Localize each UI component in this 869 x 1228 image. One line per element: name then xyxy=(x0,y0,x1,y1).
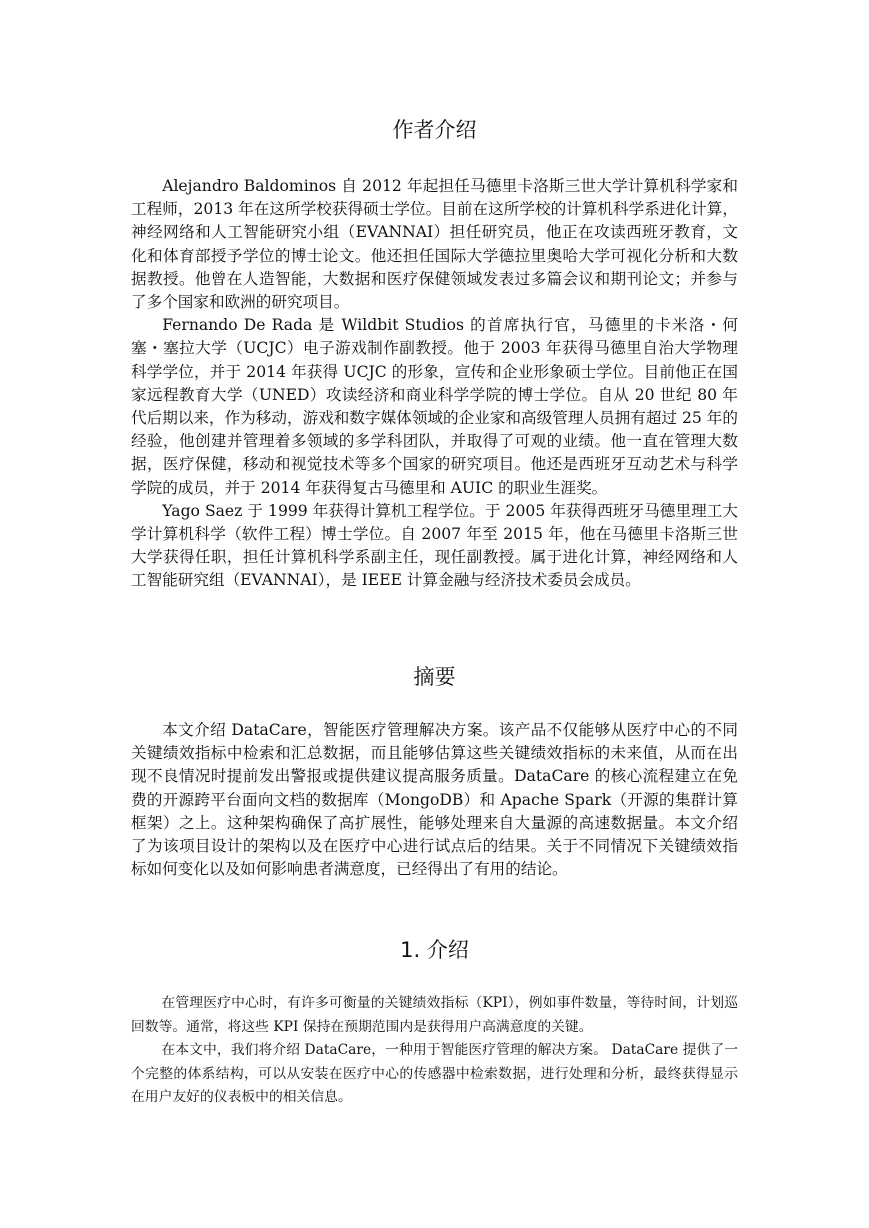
intro-paragraph-kpi: 在管理医疗中心时，有许多可衡量的关键绩效指标（KPI），例如事件数量，等待时间，计划巡回数等。通常，将这些 KPI 保持在预期范围内是获得用户高满意度的关键。 xyxy=(131,995,738,1035)
author-paragraph-baldominos: Alejandro Baldominos 自 2012 年起担任马德里卡洛斯三世大学计算机科学家和工程师，2013 年在这所学校获得硕士学位。目前在这所学校的计算机科学系进化计算，神经网络和人工智能研究小组（EVANNAI）担任研究员，他正在攻读西班牙教育，文化和体育部授予学位的博士论文。他还担任国际大学德拉里奥哈大学可视化分析和大数据教授。他曾在人造智能，大数据和医疗保健领域发表过多篇会议和期刊论文；并参与了多个国家和欧洲的研究项目。 xyxy=(131,177,738,312)
intro-paragraph-datacare: 在本文中，我们将介绍 DataCare，一种用于智能医疗管理的解决方案。 DataCare 提供了一个完整的体系结构，可以从安装在医疗中心的传感器中检索数据，进行处理和分析，最终获得显示在用户友好的仪表板中的相关信息。 xyxy=(131,1042,738,1106)
author-section-body xyxy=(131,175,738,593)
abstract-section-title: 摘要 xyxy=(413,665,456,689)
intro-section-body xyxy=(131,992,738,1110)
intro-section-title: 1. 介绍 xyxy=(400,938,469,962)
abstract-section-body xyxy=(131,719,738,881)
author-section-title: 作者介绍 xyxy=(392,118,477,142)
author-paragraph-saez: Yago Saez 于 1999 年获得计算机工程学位。于 2005 年获得西班牙马德里理工大学计算机科学（软件工程）博士学位。自 2007 年至 2015 年，他在马德里卡洛斯三世大学获得任职，担任计算机科学系副主任，现任副教授。属于进化计算，神经网络和人工智能研究组（EVANNAI），是 IEEE 计算金融与经济技术委员会成员。 xyxy=(131,501,738,590)
abstract-paragraph: 本文介绍 DataCare，智能医疗管理解决方案。该产品不仅能够从医疗中心的不同关键绩效指标中检索和汇总数据，而且能够估算这些关键绩效指标的未来值，从而在出现不良情况时提前发出警报或提供建议提高服务质量。DataCare 的核心流程建立在免费的开源跨平台面向文档的数据库（MongoDB）和 Apache Spark（开源的集群计算框架）之上。这种架构确保了高扩展性，能够处理来自大量源的高速数据量。本文介绍了为该项目设计的架构以及在医疗中心进行试点后的结果。关于不同情况下关键绩效指标如何变化以及如何影响患者满意度，已经得出了有用的结论。 xyxy=(131,721,738,879)
author-paragraph-de-rada: Fernando De Rada 是 Wildbit Studios 的首席执行官，马德里的卡米洛・何塞・塞拉大学（UCJC）电子游戏制作副教授。他于 2003 年获得马德里自治大学物理科学学位，并于 2014 年获得 UCJC 的形象，宣传和企业形象硕士学位。目前他正在国家远程教育大学（UNED）攻读经济和商业科学学院的博士学位。自从 20 世纪 80 年代后期以来，作为移动，游戏和数字媒体领域的企业家和高级管理人员拥有超过 25 年的经验，他创建并管理着多领域的多学科团队，并取得了可观的业绩。他一直在管理大数据，医疗保健，移动和视觉技术等多个国家的研究项目。他还是西班牙互动艺术与科学学院的成员，并于 2014 年获得复古马德里和 AUIC 的职业生涯奖。 xyxy=(131,316,738,497)
